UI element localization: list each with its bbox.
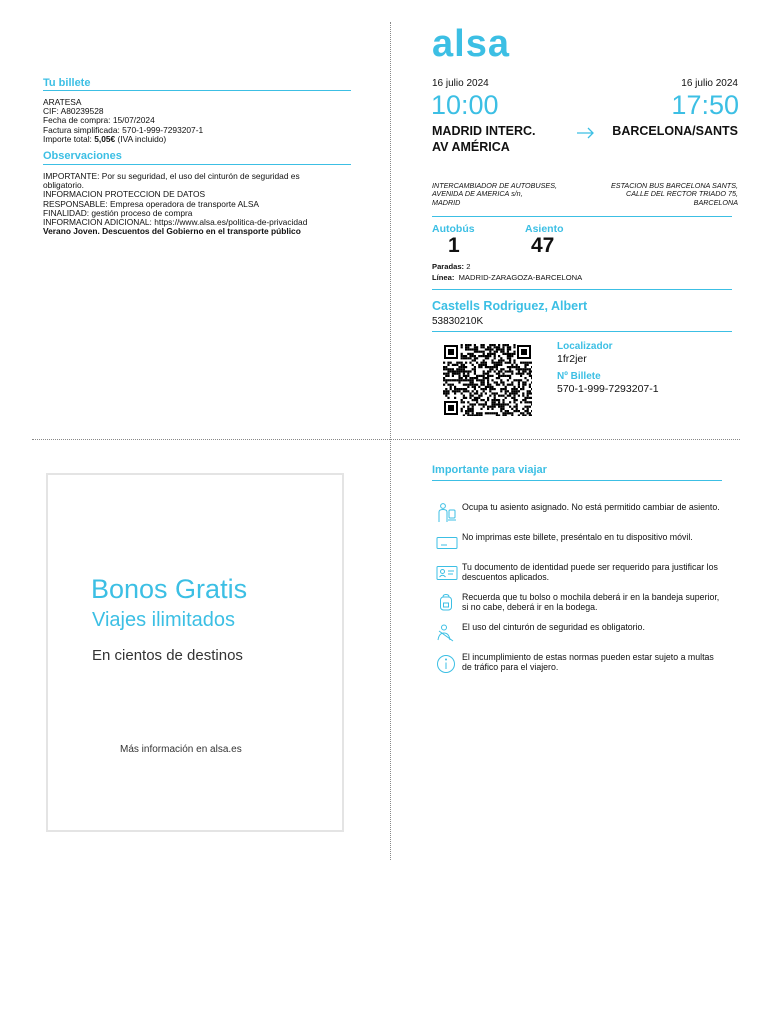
ticket-rule-2	[432, 289, 732, 290]
ticket-rule-3	[432, 331, 732, 332]
origin-line1: MADRID INTERC.	[432, 124, 536, 138]
promo-subtitle: Viajes ilimitados	[92, 609, 236, 631]
destination-station: BARCELONA/SANTS	[612, 124, 738, 138]
destination-address	[578, 182, 738, 207]
route-line	[432, 273, 582, 282]
origin-address	[432, 182, 592, 207]
obs-bold-line: Verano Joven. Descuentos del Gobierno en el transporte público	[43, 226, 301, 237]
origin-address-line: INTERCAMBIADOR DE AUTOBUSES,	[432, 181, 558, 190]
important-rule	[432, 480, 722, 481]
total-amount-suffix: (IVA incluido)	[115, 133, 167, 144]
stops-value: 2	[466, 262, 471, 271]
id-card-icon	[436, 565, 458, 581]
promo-more-info[interactable]: Más información en alsa.es	[120, 744, 242, 755]
obs-line: IMPORTANTE: Por su seguridad, el uso del cinturón de seguridad es	[43, 171, 300, 181]
obs-line: RESPONSABLE: Empresa operadora de transporte ALSA	[43, 198, 260, 209]
obs-line: obligatorio.	[43, 180, 84, 191]
tip-info: El incumplimiento de estas normas pueden estar sujeto a multas de tráfico para el viajero.	[462, 652, 714, 672]
ticket-number-label: Nº Billete	[557, 371, 601, 382]
passenger-name: Castells Rodriguez, Albert	[432, 299, 588, 313]
purchase-date: Fecha de compra: 15/07/2024	[43, 115, 155, 126]
tip-seatbelt: El uso del cinturón de seguridad es obligatorio.	[462, 622, 645, 632]
tip-ticket: No imprimas este billete, preséntalo en tu dispositivo móvil.	[462, 532, 693, 542]
destination-address-line: ESTACION BUS BARCELONA SANTS,	[610, 181, 738, 190]
seat-number: 47	[531, 234, 555, 257]
origin-line2: AV AMÉRICA	[432, 140, 510, 154]
obs-line: INFORMACION PROTECCION DE DATOS	[43, 189, 206, 200]
bus-number: 1	[448, 234, 460, 257]
destination-address-line: CALLE DEL RECTOR TRIADO 75,	[626, 189, 738, 199]
seat-person-icon	[436, 502, 458, 524]
seat-label: Asiento	[525, 223, 564, 235]
alsa-logo: alsa	[432, 23, 510, 65]
passenger-id: 53830210K	[432, 316, 484, 327]
invoice-number: Factura simplificada: 570-1-999-7293207-1	[43, 124, 204, 135]
info-icon	[436, 654, 456, 674]
observaciones-title: Observaciones	[43, 150, 122, 162]
bus-label: Autobús	[432, 223, 475, 235]
origin-address-line: MADRID	[432, 197, 461, 207]
vertical-fold-line	[390, 22, 391, 860]
obs-line: FINALIDAD: gestión proceso de compra	[43, 207, 193, 218]
arrival-time: 17:50	[671, 90, 739, 120]
promo-tagline: En cientos de destinos	[92, 647, 243, 664]
origin-address-line: AVENIDA DE AMERICA s/n,	[432, 189, 523, 199]
qr-code	[443, 344, 532, 416]
stops-label: Paradas:	[432, 262, 465, 271]
tu-billete-rule	[43, 90, 351, 91]
important-title: Importante para viajar	[432, 464, 547, 476]
company-name: ARATESA	[43, 97, 82, 107]
arrival-date: 16 julio 2024	[681, 78, 738, 89]
tip-id: Tu documento de identidad puede ser requerido para justificar los descuentos aplicados.	[462, 562, 718, 582]
origin-station	[432, 123, 535, 155]
tip-backpack: Recuerda que tu bolso o mochila deberá ir en la bandeja superior, si no cabe, deberá ir en la bodega.	[462, 592, 720, 612]
stops	[432, 262, 470, 271]
ticket-icon	[436, 536, 458, 550]
total-amount-label: Importe total:	[43, 133, 95, 144]
locator-label: Localizador	[557, 341, 613, 352]
cif: CIF: A80239528	[43, 106, 104, 117]
observaciones-text	[43, 172, 363, 236]
purchase-details	[43, 98, 353, 144]
departure-date: 16 julio 2024	[432, 78, 489, 89]
departure-time: 10:00	[431, 90, 499, 120]
horizontal-fold-line	[32, 439, 740, 440]
observaciones-rule	[43, 164, 351, 165]
ticket-number-value: 570-1-999-7293207-1	[557, 383, 659, 395]
promo-title: Bonos Gratis	[91, 574, 248, 604]
total-amount	[43, 135, 353, 144]
locator-value: 1fr2jer	[557, 353, 587, 365]
backpack-icon	[436, 593, 456, 613]
tu-billete-title: Tu billete	[43, 77, 91, 89]
route-label: Línea:	[432, 273, 455, 282]
privacy-link[interactable]: INFORMACION ADICIONAL: https://www.alsa.es/politica-de-privacidad	[43, 217, 308, 228]
total-amount-value: 5,05€	[94, 133, 116, 144]
seatbelt-icon	[436, 623, 456, 643]
destination-address-line: BARCELONA	[693, 197, 738, 207]
ticket-rule-1	[432, 216, 732, 217]
tip-seat: Ocupa tu asiento asignado. No está permitido cambiar de asiento.	[462, 502, 720, 512]
route-value: MADRID-ZARAGOZA-BARCELONA	[458, 273, 583, 282]
